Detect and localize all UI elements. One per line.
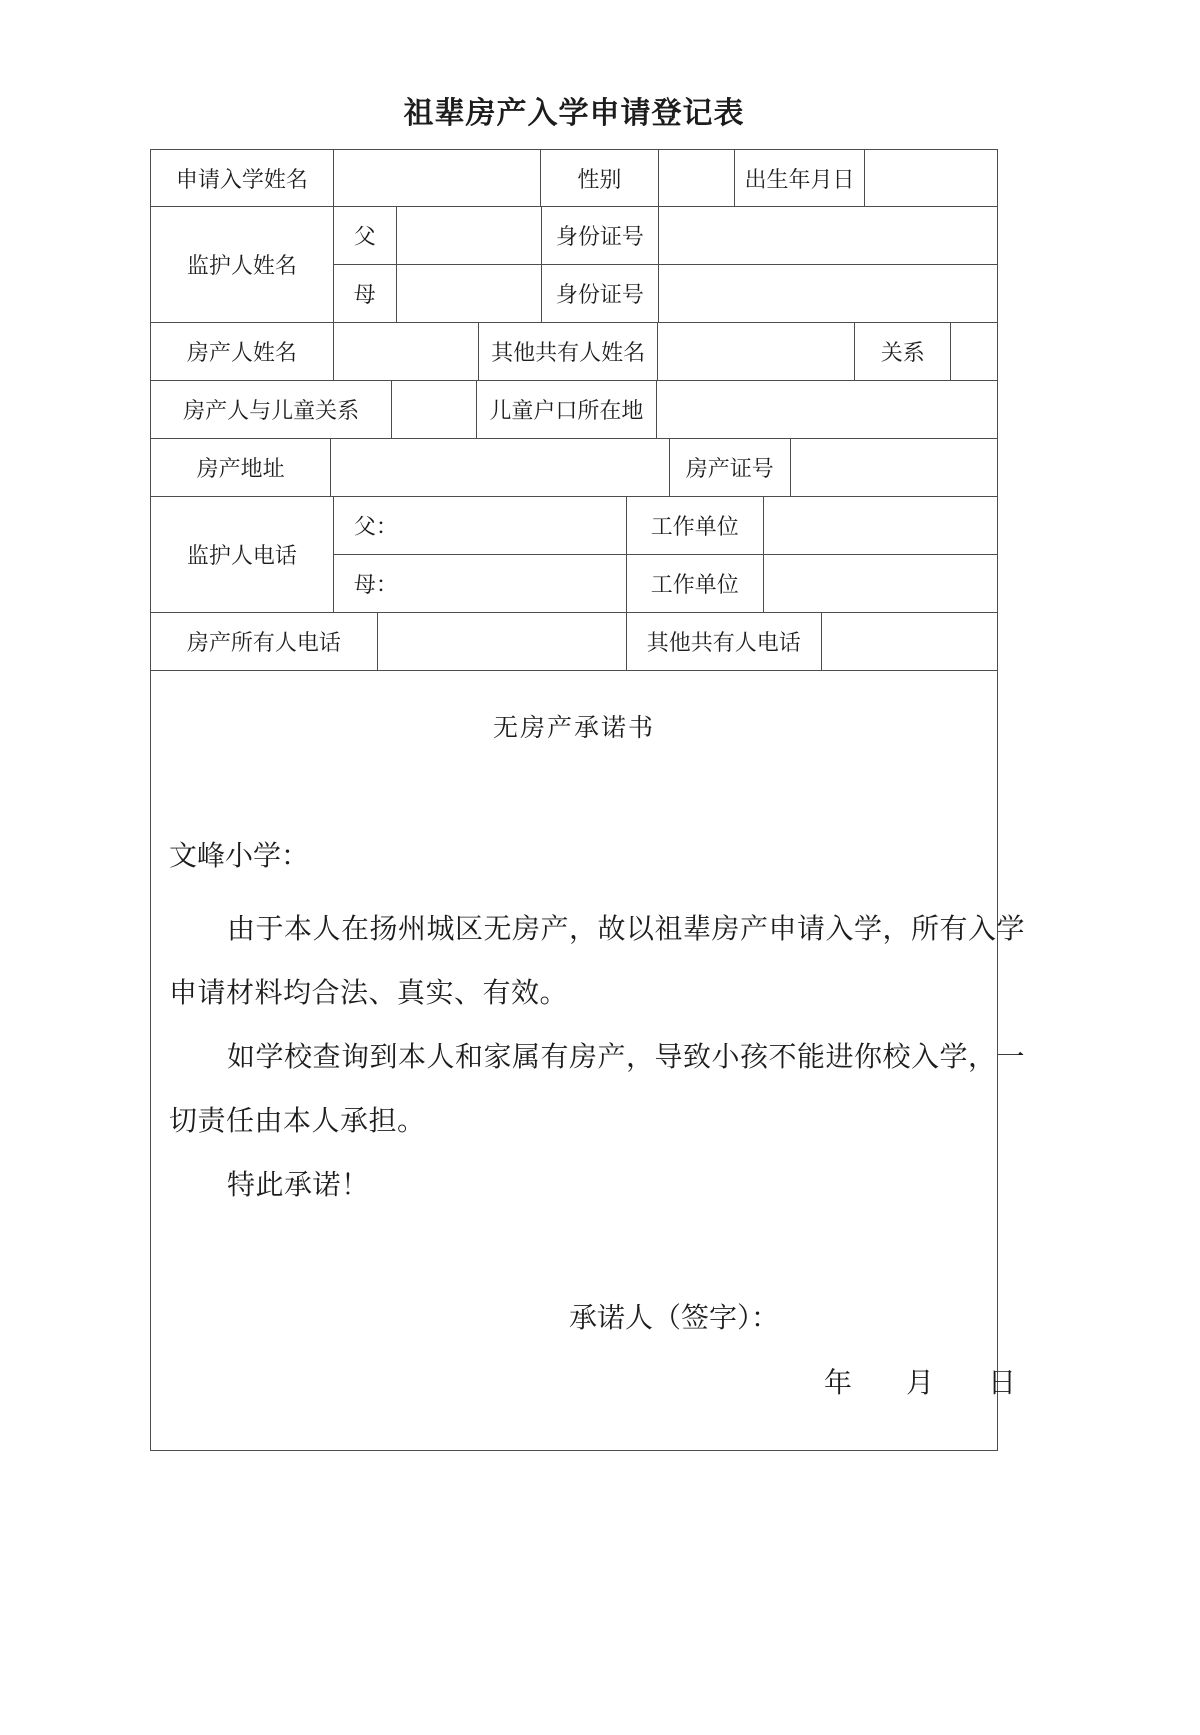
birthdate-field [864, 150, 997, 206]
guardian-phone-mother-row [334, 554, 997, 612]
student-name-field [333, 150, 540, 206]
property-cert-no-field [790, 439, 997, 496]
letter-title: 无房产承诺书 [492, 714, 655, 742]
father-phone-label: 父： [353, 514, 398, 539]
letter-line: 申请材料均合法、真实、有效。 [169, 977, 569, 1008]
mother-work-label: 工作单位 [626, 555, 763, 612]
row-guardian-phone [151, 496, 997, 612]
owner-phone-label: 房产所有人电话 [186, 630, 341, 655]
co-owner-name-label: 其他共有人姓名 [478, 323, 657, 380]
letter-salutation: 文峰小学： [169, 840, 310, 871]
mother-work-field [763, 555, 997, 612]
gender-field [658, 150, 734, 206]
letter-line: 如学校查询到本人和家属有房产，导致小孩不能进你校入学，一 [227, 1041, 1026, 1072]
row-child-relation [151, 380, 997, 438]
enrollment-form-table [150, 149, 1026, 1451]
letter-line: 由于本人在扬州城区无房产，故以祖辈房产申请入学，所有入学 [227, 913, 1026, 944]
letter-line: 切责任由本人承担。 [169, 1105, 426, 1136]
mother-id-label: 身份证号 [541, 265, 658, 322]
owner-phone-field [377, 613, 626, 670]
father-work-field [763, 497, 997, 554]
co-owner-name-field [657, 323, 854, 380]
relation-label: 关系 [854, 323, 950, 380]
guardian-mother-row [334, 264, 997, 322]
row-guardian-name [151, 206, 997, 322]
page-title: 祖辈房产入学申请登记表 [403, 97, 745, 130]
mother-label: 母 [353, 282, 376, 307]
guardian-phone-label: 监护人电话 [186, 543, 297, 568]
property-cert-no-label: 房产证号 [669, 439, 790, 496]
signer-label: 承诺人（签字）： [569, 1302, 780, 1333]
child-hukou-field [656, 381, 997, 438]
letter-body [169, 897, 1026, 1217]
child-hukou-label: 儿童户口所在地 [476, 381, 656, 438]
birthdate-label: 出生年月日 [734, 150, 864, 206]
father-id-field [658, 207, 997, 264]
property-address-label: 房产地址 [196, 456, 285, 481]
guardian-name-label: 监护人姓名 [186, 253, 297, 278]
father-label: 父 [353, 224, 376, 249]
gender-label: 性别 [540, 150, 658, 206]
commitment-letter-cell [151, 670, 1026, 1450]
owner-name-field [333, 323, 479, 380]
row-student-info [151, 150, 997, 206]
father-name-field [396, 207, 541, 264]
mother-phone-label: 母： [353, 572, 398, 597]
father-id-label: 身份证号 [541, 207, 658, 264]
letter-line: 特此承诺！ [227, 1169, 370, 1200]
owner-name-label: 房产人姓名 [186, 340, 297, 365]
owner-child-relation-field [391, 381, 476, 438]
co-owner-phone-field [821, 613, 997, 670]
relation-field [950, 323, 997, 380]
date-year-label: 年 [824, 1367, 853, 1398]
date-line [824, 1367, 1017, 1398]
co-owner-phone-label: 其他共有人电话 [626, 613, 821, 670]
row-property-owner [151, 322, 997, 380]
guardian-phone-father-row [334, 497, 997, 554]
mother-id-field [658, 265, 997, 322]
father-work-label: 工作单位 [626, 497, 763, 554]
date-month-label: 月 [906, 1367, 935, 1398]
mother-name-field [396, 265, 541, 322]
property-address-field [330, 439, 668, 496]
row-owner-phone [151, 612, 997, 670]
row-property-address [151, 438, 997, 496]
owner-child-relation-label: 房产人与儿童关系 [183, 398, 360, 423]
guardian-father-row [334, 207, 997, 264]
student-name-label: 申请入学姓名 [175, 166, 308, 192]
date-day-label: 日 [988, 1367, 1017, 1398]
